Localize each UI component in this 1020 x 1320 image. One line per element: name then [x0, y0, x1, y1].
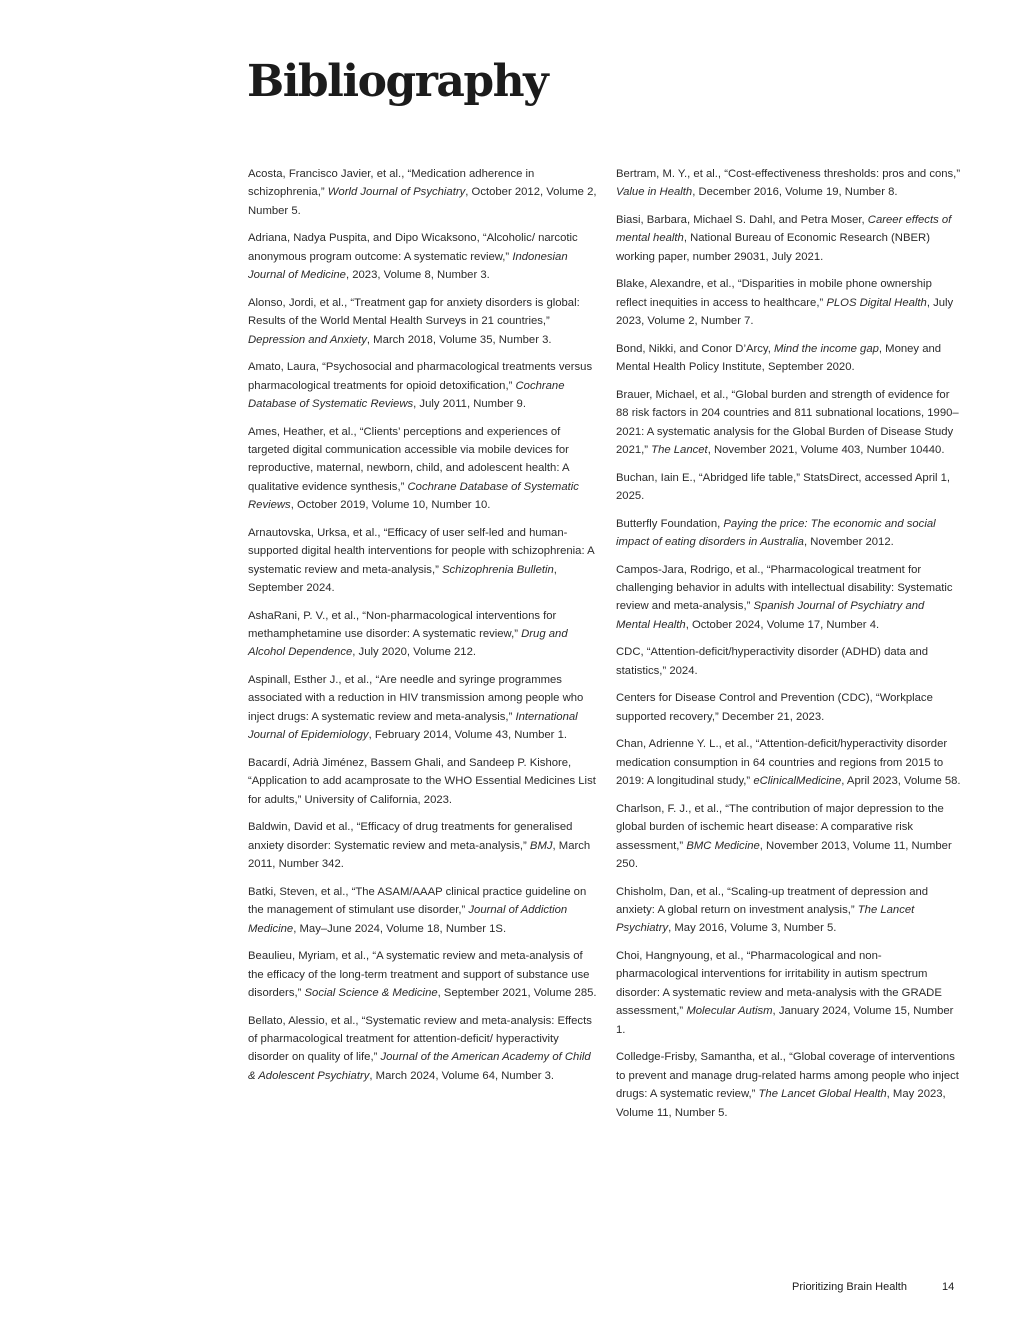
bibliography-entry [248, 229, 598, 284]
bibliography-entry [616, 735, 961, 790]
bibliography-entry [616, 515, 961, 552]
publication-title: Social Science & Medicine [304, 986, 438, 999]
bibliography-entry [248, 607, 598, 662]
bibliography-entry [248, 671, 598, 745]
entry-text: Bellato, Alessio, et al., “Systematic review and meta-analysis: Effects of pharmacological treatment for attention-deficit/ hyperactivity disorder on quality of life,” [248, 1014, 592, 1064]
publication-title: Journal of the American Academy of Child & Adolescent Psychiatry [248, 1051, 591, 1082]
entry-text: , 2023, Volume 8, Number 3. [345, 269, 490, 282]
entry-text: , Money and Mental Health Policy Institute, September 2020. [616, 342, 942, 374]
bibliography-entry [616, 561, 961, 635]
page-number: 14 [942, 1281, 955, 1293]
entry-text: Beaulieu, Myriam, et al., “A systematic review and meta-analysis of the efficacy of the long-term treatment and support of substance use disorders,” [248, 950, 590, 999]
bibliography-entry [616, 689, 961, 726]
publication-title: The Lancet Global Health [758, 1088, 887, 1101]
entry-text: Brauer, Michael, et al., “Global burden and strength of evidence for 88 risk factors in 204 countries and 811 subnational locations, 1990–2021: A systematic analysis for the Global Burden of Disease Study 2021,” [616, 388, 959, 457]
bibliography-entry [248, 358, 598, 413]
bibliography-entry [248, 294, 598, 349]
entry-text: Charlson, F. J., et al., “The contribution of major depression to the global burden of ischemic heart disease: A comparative risk assessment,” [616, 802, 944, 852]
publication-title: The Lancet [651, 444, 708, 457]
entry-text: , July 2023, Volume 2, Number 7. [616, 296, 954, 328]
entry-text: , February 2014, Volume 43, Number 1. [368, 729, 568, 742]
entry-text: , May 2023, Volume 11, Number 5. [616, 1088, 946, 1119]
bibliography-entry [248, 165, 598, 220]
entry-text: Buchan, Iain E., “Abridged life table,” StatsDirect, accessed April 1, 2025. [616, 471, 951, 503]
entry-text: , National Bureau of Economic Research (NBER) working paper, number 29031, July 2021. [616, 232, 930, 263]
page-title: Bibliography [247, 56, 548, 107]
publication-title: Indonesian Journal of Medicine [248, 250, 568, 282]
entry-text: , October 2012, Volume 2, Number 5. [248, 186, 597, 217]
bibliography-entry [248, 1012, 598, 1086]
bibliography-entry [248, 883, 598, 938]
bibliography-entry [248, 524, 598, 598]
entry-text: , July 2011, Number 9. [413, 398, 526, 411]
entry-text: Bertram, M. Y., et al., “Cost-effectiveness thresholds: pros and cons,” [616, 168, 961, 180]
entry-text: , July 2020, Volume 212. [352, 646, 476, 659]
bibliography-entry [616, 275, 961, 330]
entry-text: Colledge-Frisby, Samantha, et al., “Global coverage of interventions to prevent and manage drug-related harms among people who inject drugs: A systematic review,” [616, 1051, 959, 1101]
publication-title: Drug and Alcohol Dependence [248, 628, 568, 659]
publication-title: The Lancet Psychiatry [616, 904, 915, 935]
entry-text: Chisholm, Dan, et al., “Scaling-up treatment of depression and anxiety: A global return on investment analysis,” [616, 885, 929, 917]
publication-title: Cochrane Database of Systematic Reviews [248, 379, 565, 411]
entry-text: , March 2011, Number 342. [248, 839, 591, 871]
bibliography-entry [616, 1048, 961, 1122]
bibliography-entry [616, 800, 961, 874]
entry-text: , November 2021, Volume 403, Number 10440. [707, 444, 945, 457]
bibliography-entry [248, 754, 598, 809]
entry-text: Centers for Disease Control and Prevention (CDC), “Workplace supported recovery,” December 21, 2023. [616, 692, 933, 723]
entry-text: Baldwin, David et al., “Efficacy of drug treatments for generalised anxiety disorder: Systematic review and meta-analysis,” [248, 821, 573, 852]
bibliography-column-left [248, 165, 598, 1094]
entry-text: , September 2024. [248, 563, 557, 595]
entry-text: Acosta, Francisco Javier, et al., “Medication adherence in schizophrenia,” [248, 168, 535, 199]
publication-title: Career effects of mental health [616, 214, 952, 245]
bibliography-entry [248, 423, 598, 515]
entry-text: Butterfly Foundation, [616, 517, 724, 530]
entry-text: , November 2013, Volume 11, Number 250. [616, 839, 952, 871]
bibliography-entry [616, 469, 961, 506]
publication-title: Value in Health [616, 186, 693, 199]
entry-text: Ames, Heather, et al., “Clients’ perceptions and experiences of targeted digital communication accessible via mobile devices for reproductive, maternal, newborn, child, and adolescent health: A qualitative evidence synthesis,” [248, 425, 569, 493]
publication-title: Cochrane Database of Systematic Reviews [248, 480, 579, 512]
publication-title: PLOS Digital Health [826, 296, 927, 309]
entry-text: Biasi, Barbara, Michael S. Dahl, and Petra Moser, [616, 214, 868, 226]
publication-title: Mind the income gap [774, 342, 879, 355]
publication-title: eClinicalMedicine [753, 775, 842, 788]
entry-text: Amato, Laura, “Psychosocial and pharmacological treatments versus pharmacological treatments for opioid detoxification,” [248, 361, 593, 392]
entry-text: , September 2021, Volume 285. [437, 986, 597, 999]
entry-text: Batki, Steven, et al., “The ASAM/AAAP clinical practice guideline on the management of stimulant use disorder,” [248, 885, 587, 917]
entry-text: , December 2016, Volume 19, Number 8. [692, 186, 898, 199]
entry-text: , November 2012. [803, 536, 894, 549]
entry-text: , April 2023, Volume 58. [841, 775, 961, 788]
entry-text: Chan, Adrienne Y. L., et al., “Attention-deficit/hyperactivity disorder medication consumption in 64 countries and regions from 2015 to 2019: A longitudinal study,” [616, 738, 948, 788]
entry-text: , October 2024, Volume 17, Number 4. [685, 618, 880, 631]
bibliography-entry [248, 947, 598, 1002]
publication-title: BMJ [529, 839, 553, 852]
publication-title: World Journal of Psychiatry [327, 186, 466, 199]
entry-text: Adriana, Nadya Puspita, and Dipo Wicaksono, “Alcoholic/ narcotic anonymous program outcome: A systematic review,” [248, 232, 578, 263]
publication-title: Molecular Autism [686, 1005, 773, 1018]
entry-text: Choi, Hangnyoung, et al., “Pharmacological and non-pharmacological interventions for irritability in autism spectrum disorder: A systematic review and meta-analysis with the GRADE assessment,” [616, 950, 942, 1018]
entry-text: CDC, “Attention-deficit/hyperactivity disorder (ADHD) data and statistics,” 2024. [616, 646, 929, 677]
bibliography-entry [616, 340, 961, 377]
bibliography-entry [616, 165, 961, 202]
publication-title: Paying the price: The economic and social impact of eating disorders in Australia [616, 517, 936, 549]
entry-text: Campos-Jara, Rodrigo, et al., “Pharmacological treatment for challenging behavior in adults with intellectual disability: Systematic review and meta-analysis,” [616, 563, 953, 613]
bibliography-entry [616, 947, 961, 1039]
publication-title: Depression and Anxiety [248, 333, 367, 346]
entry-text: , March 2024, Volume 64, Number 3. [369, 1069, 555, 1082]
entry-text: , May–June 2024, Volume 18, Number 1S. [293, 922, 507, 935]
bibliography-entry [248, 818, 598, 873]
entry-text: , January 2024, Volume 15, Number 1. [616, 1005, 954, 1036]
publication-title: Spanish Journal of Psychiatry and Mental Health [616, 600, 925, 631]
entry-text: Blake, Alexandre, et al., “Disparities in mobile phone ownership reflect inequities in access to healthcare,” [616, 278, 932, 309]
publication-title: Journal of Addiction Medicine [248, 904, 568, 935]
entry-text: AshaRani, P. V., et al., “Non-pharmacological interventions for methamphetamine use disorder: A systematic review,” [248, 609, 557, 641]
bibliography-entry [616, 386, 961, 460]
entry-text: Alonso, Jordi, et al., “Treatment gap for anxiety disorders is global: Results of the World Mental Health Surveys in 21 countries,” [248, 296, 580, 328]
entry-text: Bacardí, Adrià Jiménez, Bassem Ghali, and Sandeep P. Kishore, “Application to add acamprosate to the WHO Essential Medicines List for adults,” University of California, 2023. [248, 756, 596, 806]
entry-text: , March 2018, Volume 35, Number 3. [366, 333, 552, 346]
bibliography-entry [616, 883, 961, 938]
entry-text: Arnautovska, Urksa, et al., “Efficacy of user self-led and human-supported digital health interventions for people with schizophrenia: A systematic review and meta-analysis,” [248, 526, 595, 576]
bibliography-entry [616, 211, 961, 266]
footer-document-title: Prioritizing Brain Health [792, 1281, 907, 1293]
publication-title: Schizophrenia Bulletin [442, 563, 554, 576]
entry-text: Aspinall, Esther J., et al., “Are needle and syringe programmes associated with a reduction in HIV transmission among people who inject drugs: A systematic review and meta-analysis,” [248, 674, 584, 723]
bibliography-entry [616, 643, 961, 680]
publication-title: BMC Medicine [686, 839, 760, 852]
bibliography-column-right [616, 165, 961, 1131]
entry-text: , May 2016, Volume 3, Number 5. [668, 922, 837, 935]
entry-text: , October 2019, Volume 10, Number 10. [290, 499, 491, 512]
entry-text: Bond, Nikki, and Conor D’Arcy, [616, 342, 775, 355]
publication-title: International Journal of Epidemiology [248, 710, 578, 742]
